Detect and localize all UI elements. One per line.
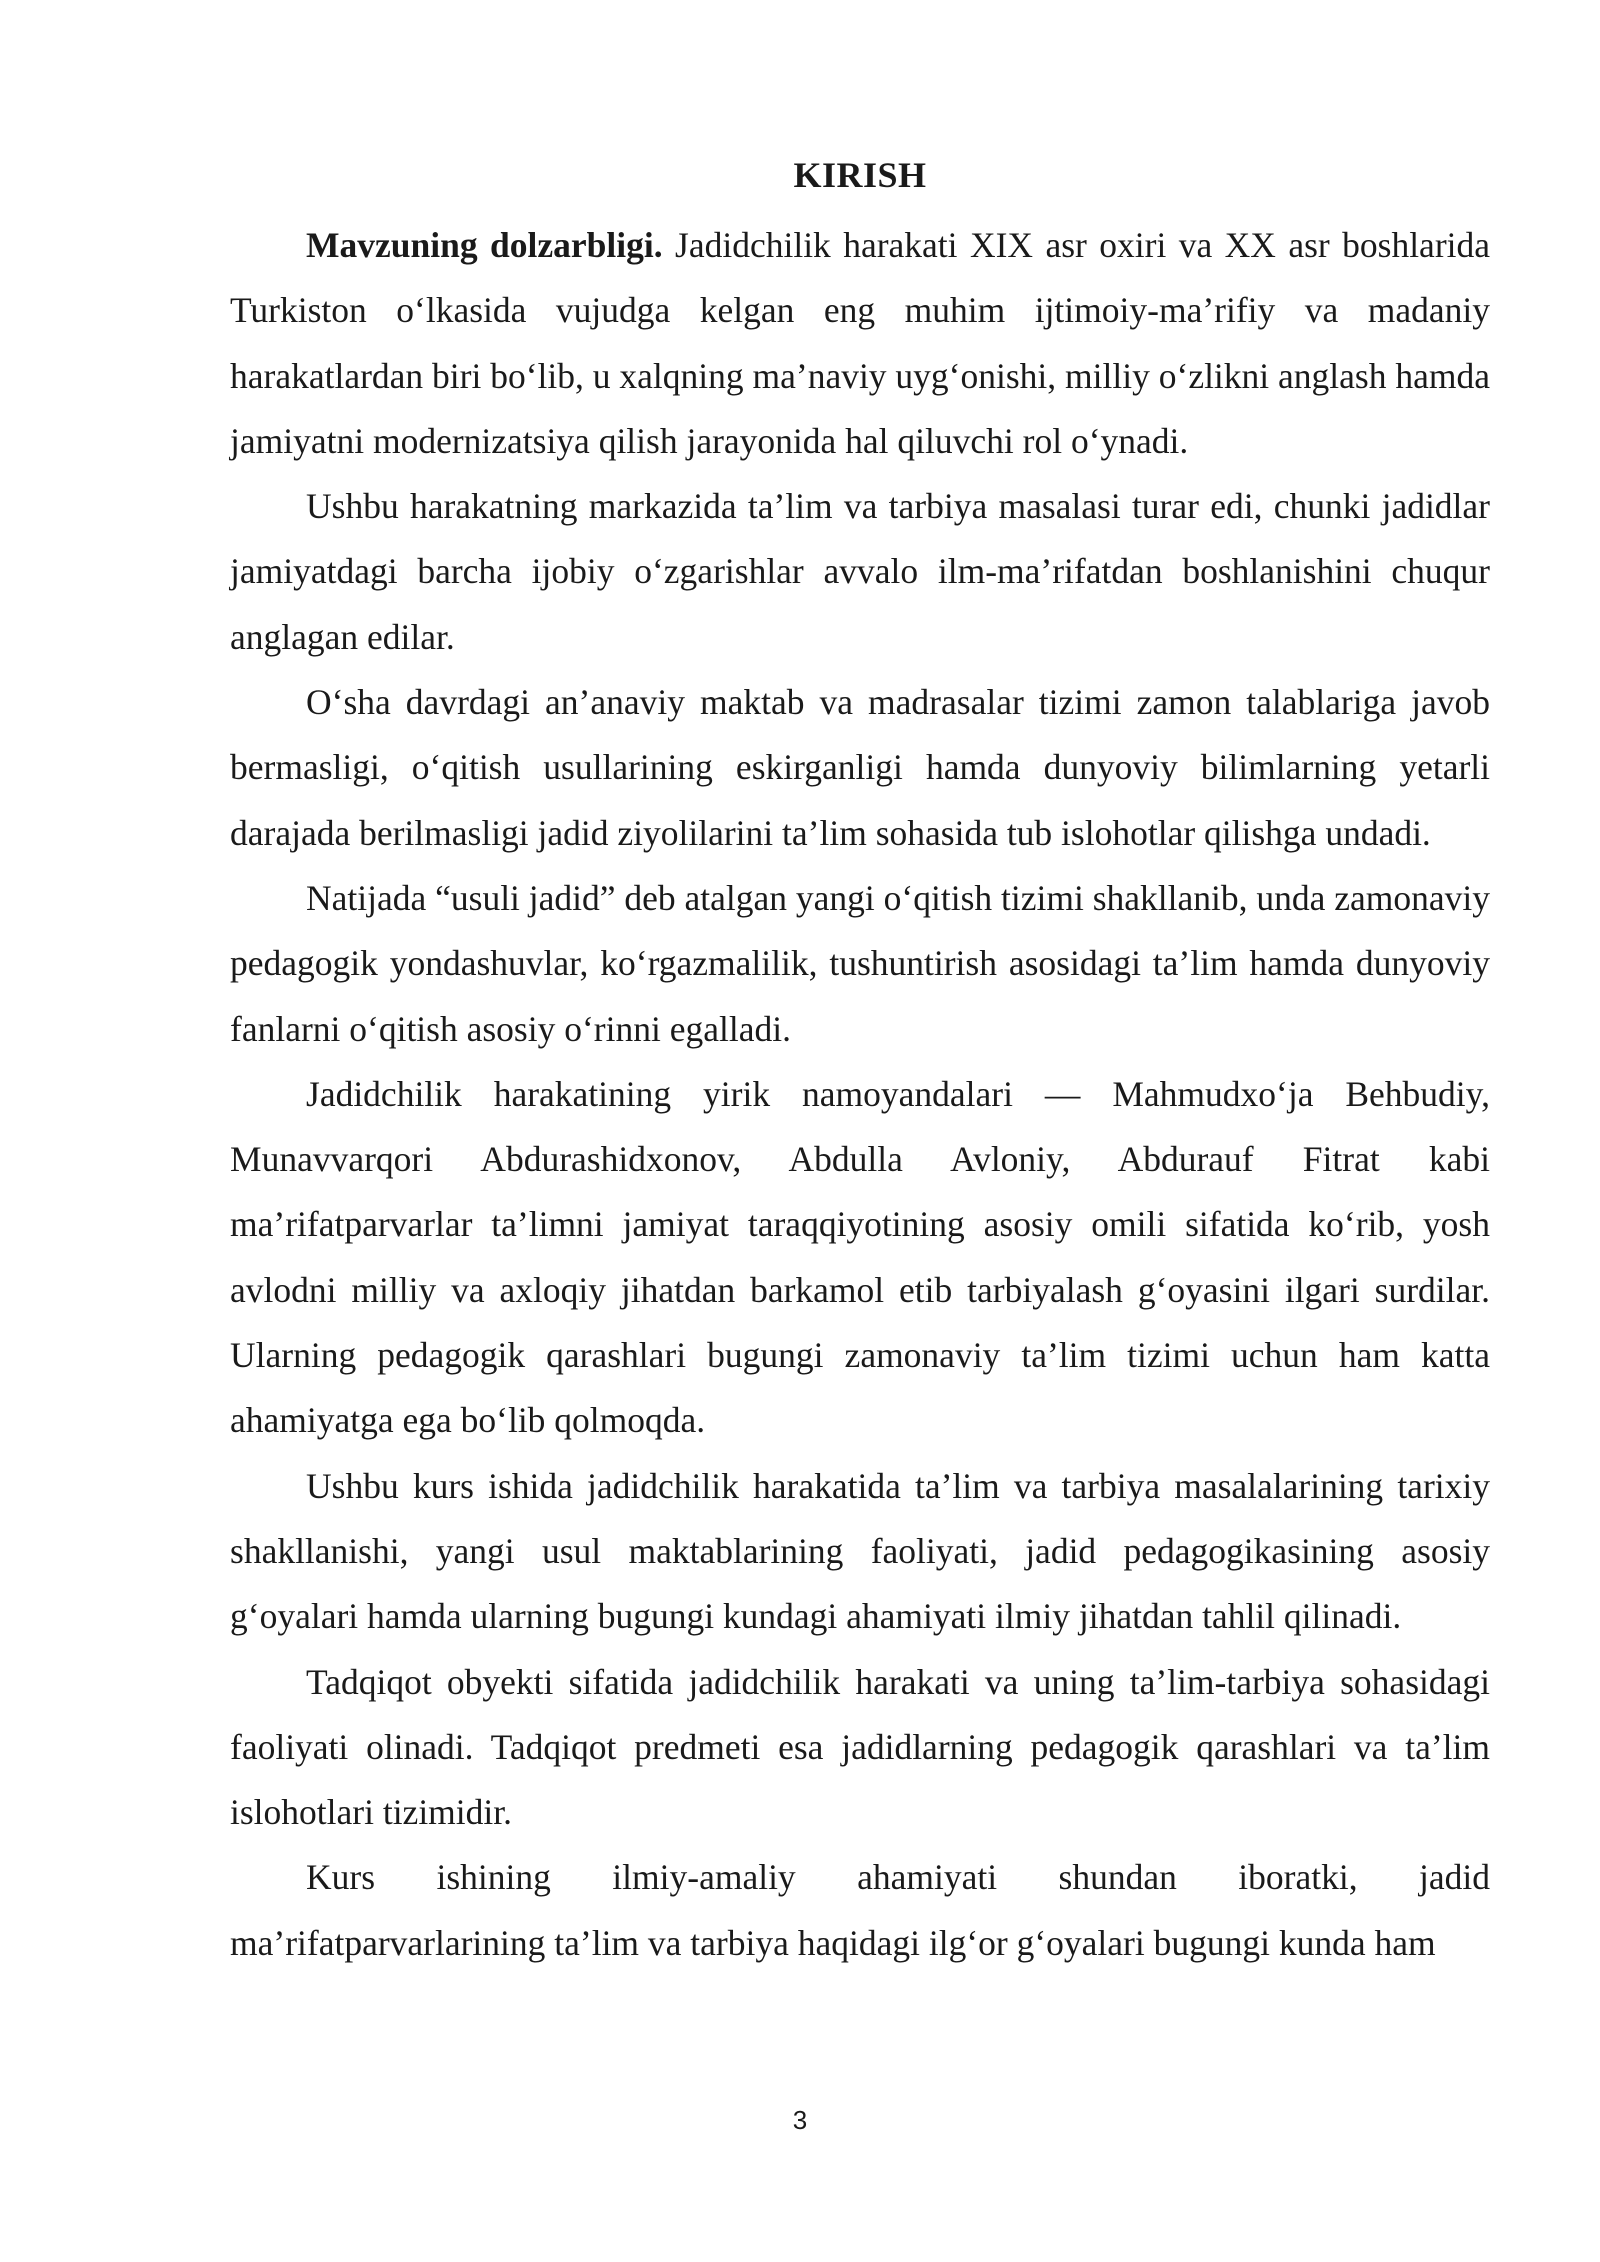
page-number: 3 <box>792 2105 808 2135</box>
paragraph-text: Jadidchilik harakati XIX asr oxiri va XX asr boshlarida Turkiston o‘lkasida vujudga kelgan eng muhim ijtimoiy-ma’rifiy va madaniy harakatlardan biri bo‘lib, u xalqning ma’naviy uyg‘onishi, milliy o‘zlikni anglash hamda jamiyatni modernizatsiya qilish jarayonida hal qiluvchi rol o‘ynadi. <box>230 225 1491 461</box>
paragraph: Ushbu harakatning markazida ta’lim va tarbiya masalasi turar edi, chunki jadidlar jamiyatdagi barcha ijobiy o‘zgarishlar avvalo ilm-ma’rifatdan boshlanishini chuqur anglagan edilar. <box>230 486 1490 657</box>
paragraph-relevance <box>230 213 1490 474</box>
paragraph: Natijada “usuli jadid” deb atalgan yangi o‘qitish tizimi shakllanib, unda zamonaviy pedagogik yondashuvlar, ko‘rgazmalilik, tushuntirish asosidagi ta’lim hamda dunyoviy fanlarni o‘qitish asosiy o‘rinni egalladi. <box>230 877 1490 1049</box>
document-page <box>230 148 1490 1976</box>
paragraph: Kurs ishining ilmiy-amaliy ahamiyati shundan iboratki, jadid ma’rifatparvarlarining ta’lim va tarbiya haqidagi ilg‘or g‘oyalari bugungi kunda ham <box>230 1857 1490 1963</box>
section-heading: KIRISH <box>793 155 927 195</box>
paragraph: Tadqiqot obyekti sifatida jadidchilik harakati va uning ta’lim-tarbiya sohasidagi faoliyati olinadi. Tadqiqot predmeti esa jadidlarning pedagogik qarashlari va ta’lim islohotlari tizimidir. <box>230 1661 1490 1833</box>
paragraph: O‘sha davrdagi an’anaviy maktab va madrasalar tizimi zamon talablariga javob bermasligi, o‘qitish usullarining eskirganligi hamda dunyoviy bilimlarning yetarli darajada berilmasligi jadid ziyolilarini ta’lim sohasida tub islohotlar qilishga undadi. <box>230 682 1490 853</box>
paragraph: Ushbu kurs ishida jadidchilik harakatida ta’lim va tarbiya masalalarining tarixiy shakllanishi, yangi usul maktablarining faoliyati, jadid pedagogikasining asosiy g‘oyalari hamda ularning bugungi kundagi ahamiyati ilmiy jihatdan tahlil qilinadi. <box>230 1465 1490 1637</box>
paragraph-lead: Mavzuning dolzarbligi. <box>306 225 663 265</box>
paragraph: Jadidchilik harakatining yirik namoyandalari — Mahmudxo‘ja Behbudiy, Munavvarqori Abdurashidxonov, Abdulla Avloniy, Abdurauf Fitrat kabi ma’rifatparvarlar ta’limni jamiyat taraqqiyotining asosiy omili sifatida ko‘rib, yosh avlodni milliy va axloqiy jihatdan barkamol etib tarbiyalash g‘oyasini ilgari surdilar. Ularning pedagogik qarashlari bugungi zamonaviy ta’lim tizimi uchun ham katta ahamiyatga ega bo‘lib qolmoqda. <box>230 1073 1490 1441</box>
